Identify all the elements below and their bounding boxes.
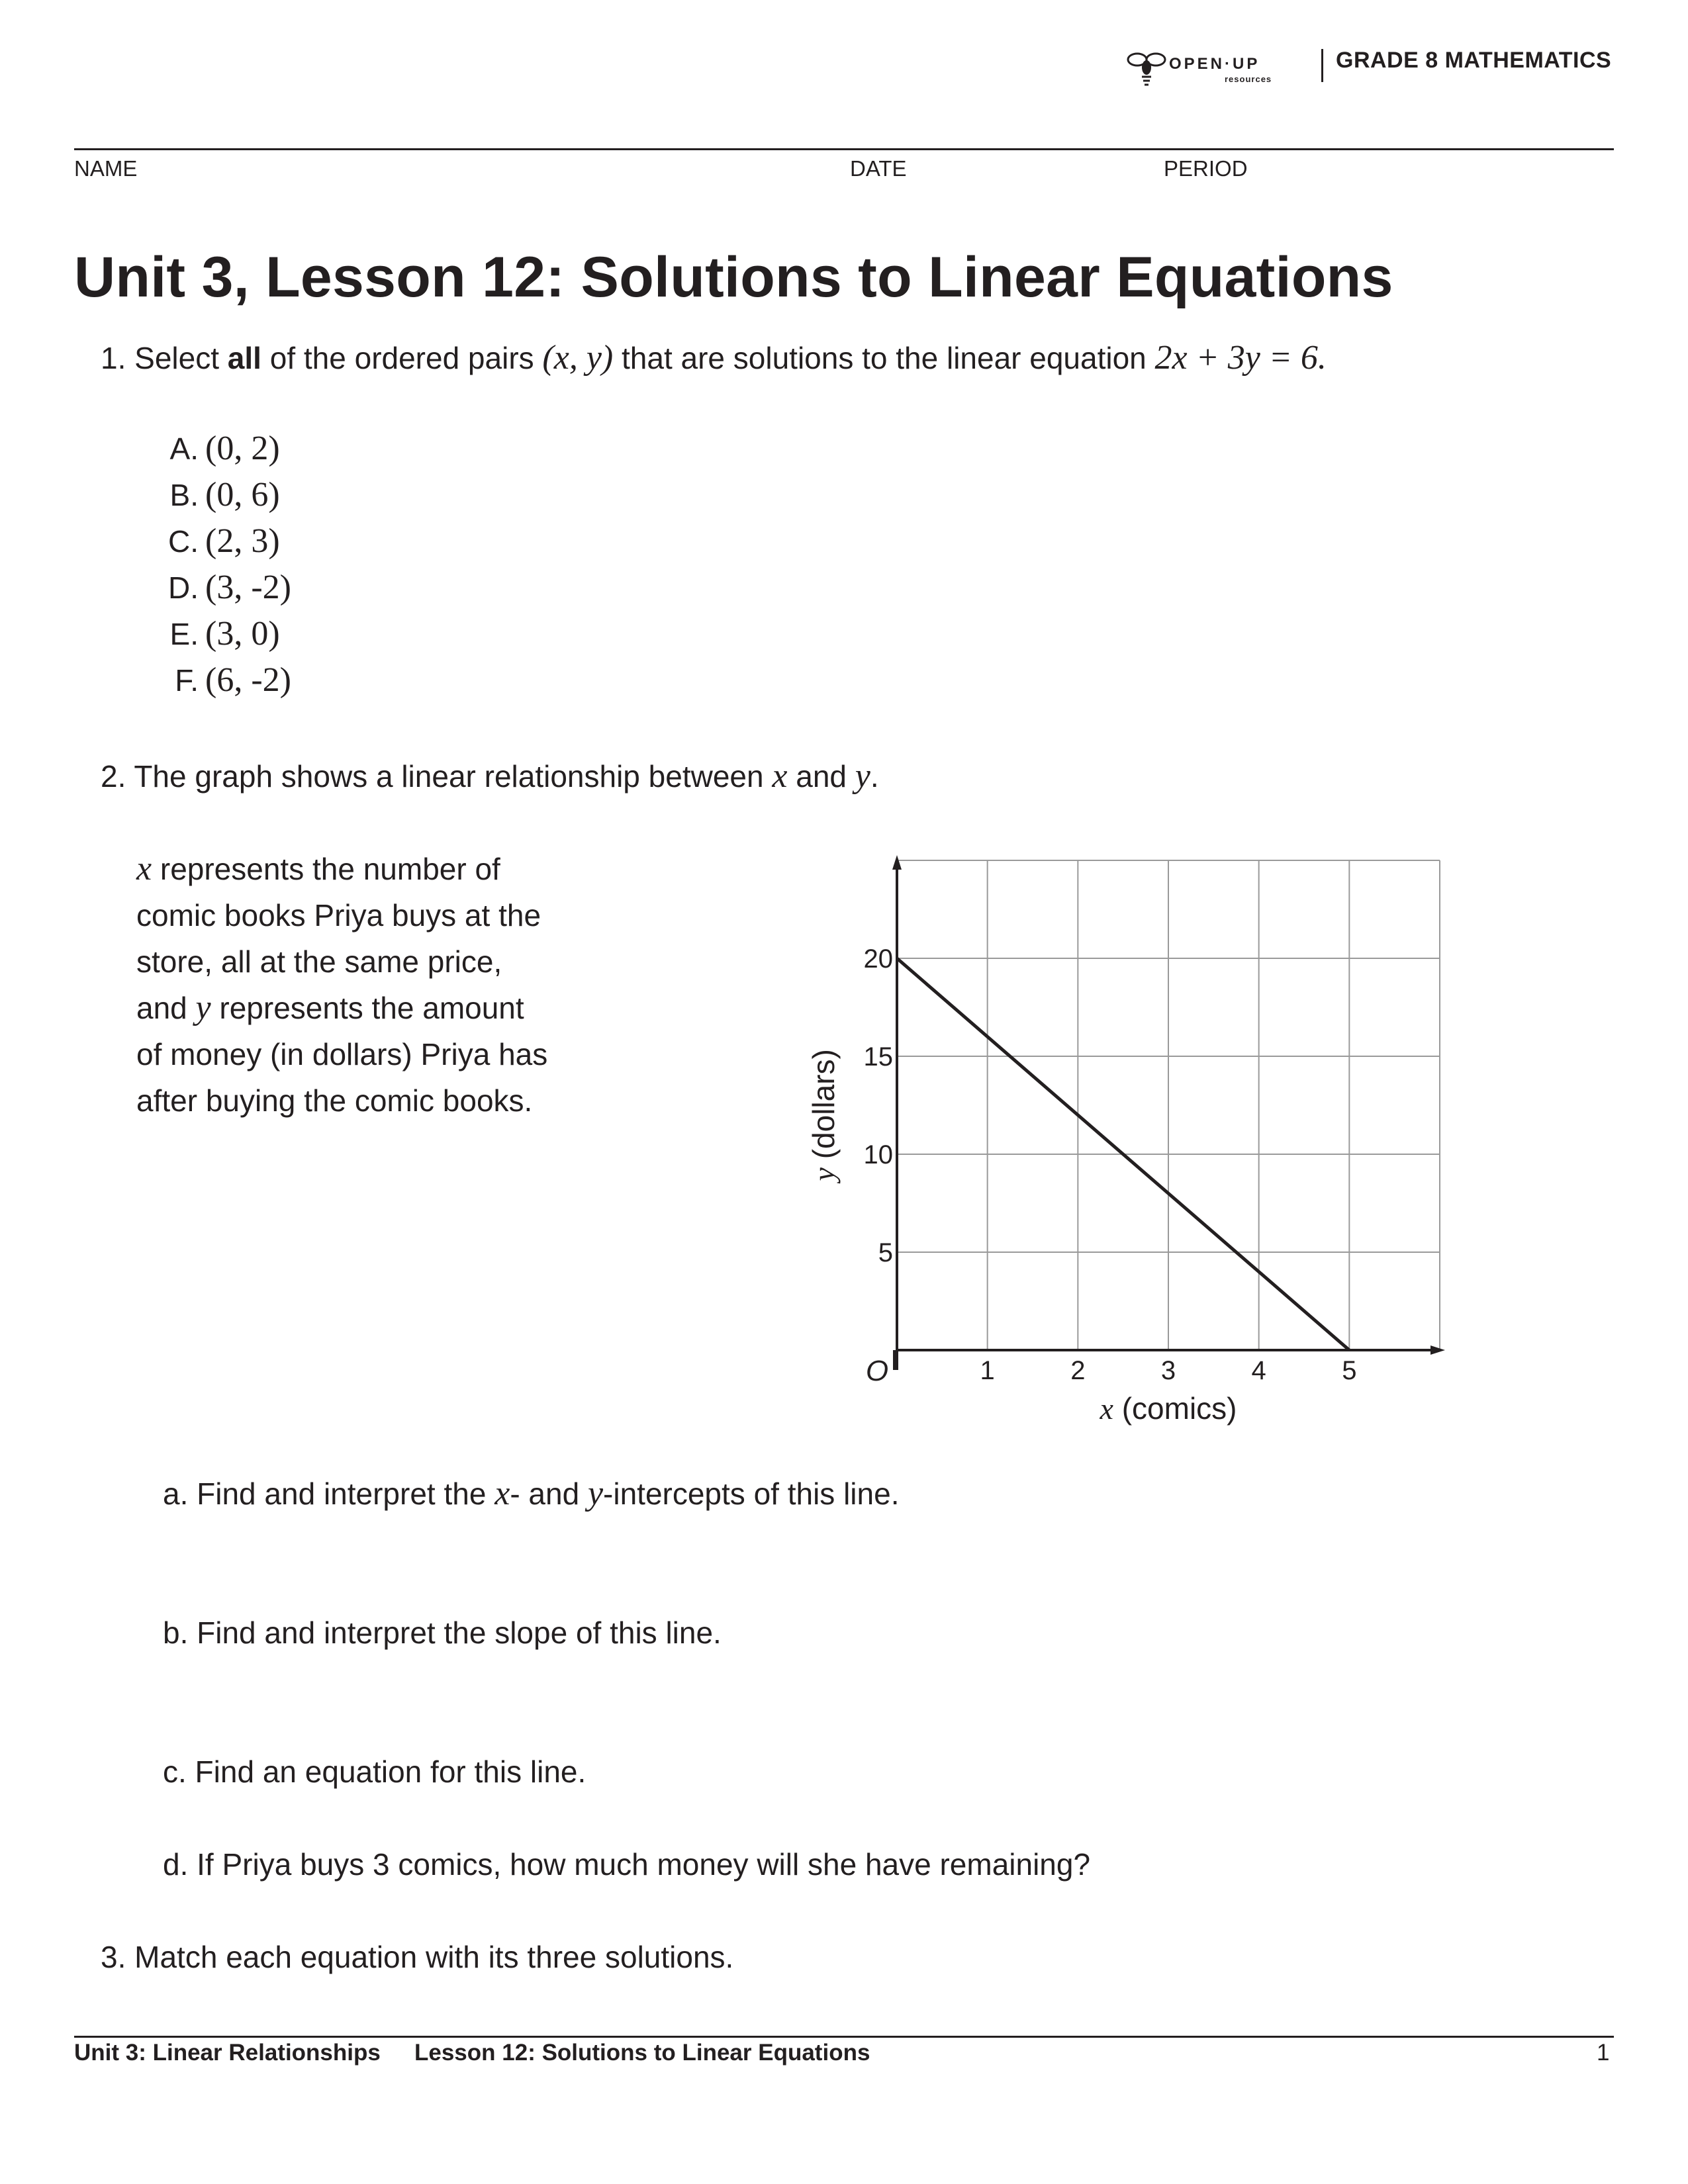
q2-var-y: y (855, 757, 870, 795)
y-tick-label: 15 (863, 1042, 893, 1071)
logo-subtext: resources (1225, 74, 1272, 84)
x-tick-label: 4 (1251, 1356, 1266, 1385)
x-tick-label: 1 (980, 1356, 995, 1385)
question-1 (101, 335, 1327, 381)
x-axis-label: x (comics) (1100, 1391, 1237, 1426)
question-number: 2. (101, 759, 126, 794)
header-rule (74, 148, 1614, 150)
q1-pair: (x, y) (542, 339, 614, 377)
x-axis-arrow (1430, 1345, 1445, 1355)
q2-part-d: d. If Priya buys 3 comics, how much money will she have remaining? (163, 1847, 1091, 1882)
linear-graph (781, 841, 1450, 1436)
q1-text: Select (134, 341, 220, 375)
page-title: Unit 3, Lesson 12: Solutions to Linear Equations (74, 246, 1393, 309)
x-tick-label: 2 (1070, 1356, 1086, 1385)
q1-text: of the ordered pairs (269, 341, 534, 375)
q2-part-b: b. Find and interpret the slope of this line. (163, 1615, 722, 1650)
footer-rule (74, 2036, 1614, 2038)
header-divider (1321, 49, 1323, 82)
q1-equation: 2x + 3y = 6. (1154, 339, 1327, 377)
question-2 (101, 753, 879, 799)
q2-part-c: c. Find an equation for this line. (163, 1754, 586, 1789)
q2-desc-line: of money (in dollars) Priya has (136, 1037, 548, 1071)
bee-icon (1128, 54, 1165, 85)
footer-lesson: Lesson 12: Solutions to Linear Equations (414, 2040, 870, 2066)
q1-text: that are solutions to the linear equation (622, 341, 1147, 375)
q2-text: and (796, 759, 847, 794)
q2-desc-line: after buying the comic books. (136, 1083, 533, 1118)
y-axis-arrow (892, 855, 902, 870)
q2-period: . (870, 759, 879, 794)
footer-unit: Unit 3: Linear Relationships (74, 2040, 381, 2066)
origin-label: O (865, 1355, 889, 1387)
q2-desc-line: and y represents the amount (136, 989, 524, 1026)
x-tick-label: 3 (1160, 1356, 1176, 1385)
question-number: 1. (101, 341, 126, 375)
chart-ticks (864, 944, 1357, 1385)
chart-grid (897, 860, 1440, 1350)
name-field-label: NAME (74, 156, 138, 181)
page-number: 1 (1597, 2040, 1610, 2066)
open-up-resources-logo (1125, 48, 1291, 90)
option-a: A. (0, 2) (169, 430, 280, 467)
q2-part-a: a. Find and interpret the x- and y-intercepts of this line. (163, 1475, 900, 1512)
q2-desc-line: comic books Priya buys at the (136, 898, 541, 933)
q2-desc-line: x represents the number of (136, 850, 500, 887)
q1-emphasis: all (227, 341, 261, 375)
q2-text: The graph shows a linear relationship between (134, 759, 764, 794)
q2-var-x: x (772, 757, 788, 795)
option-c: C. (2, 3) (168, 522, 280, 560)
q2-description (136, 846, 547, 1124)
option-d: D. (3, -2) (168, 569, 291, 606)
question-3: 3. Match each equation with its three solutions. (101, 1940, 734, 1974)
option-e: E. (3, 0) (169, 615, 280, 653)
q2-desc-line: store, all at the same price, (136, 944, 502, 979)
logo-text: OPEN·UP (1169, 55, 1260, 73)
date-field-label: DATE (850, 156, 907, 181)
y-tick-label: 10 (863, 1140, 893, 1169)
option-f: F. (6, -2) (175, 661, 291, 699)
period-field-label: PERIOD (1164, 156, 1248, 181)
option-b: B. (0, 6) (169, 476, 280, 514)
x-tick-label: 5 (1342, 1356, 1357, 1385)
y-axis-label: y (dollars) (806, 1049, 841, 1181)
y-tick-label: 20 (863, 944, 893, 974)
y-tick-label: 5 (878, 1238, 893, 1267)
grade-label: GRADE 8 MATHEMATICS (1336, 48, 1612, 73)
